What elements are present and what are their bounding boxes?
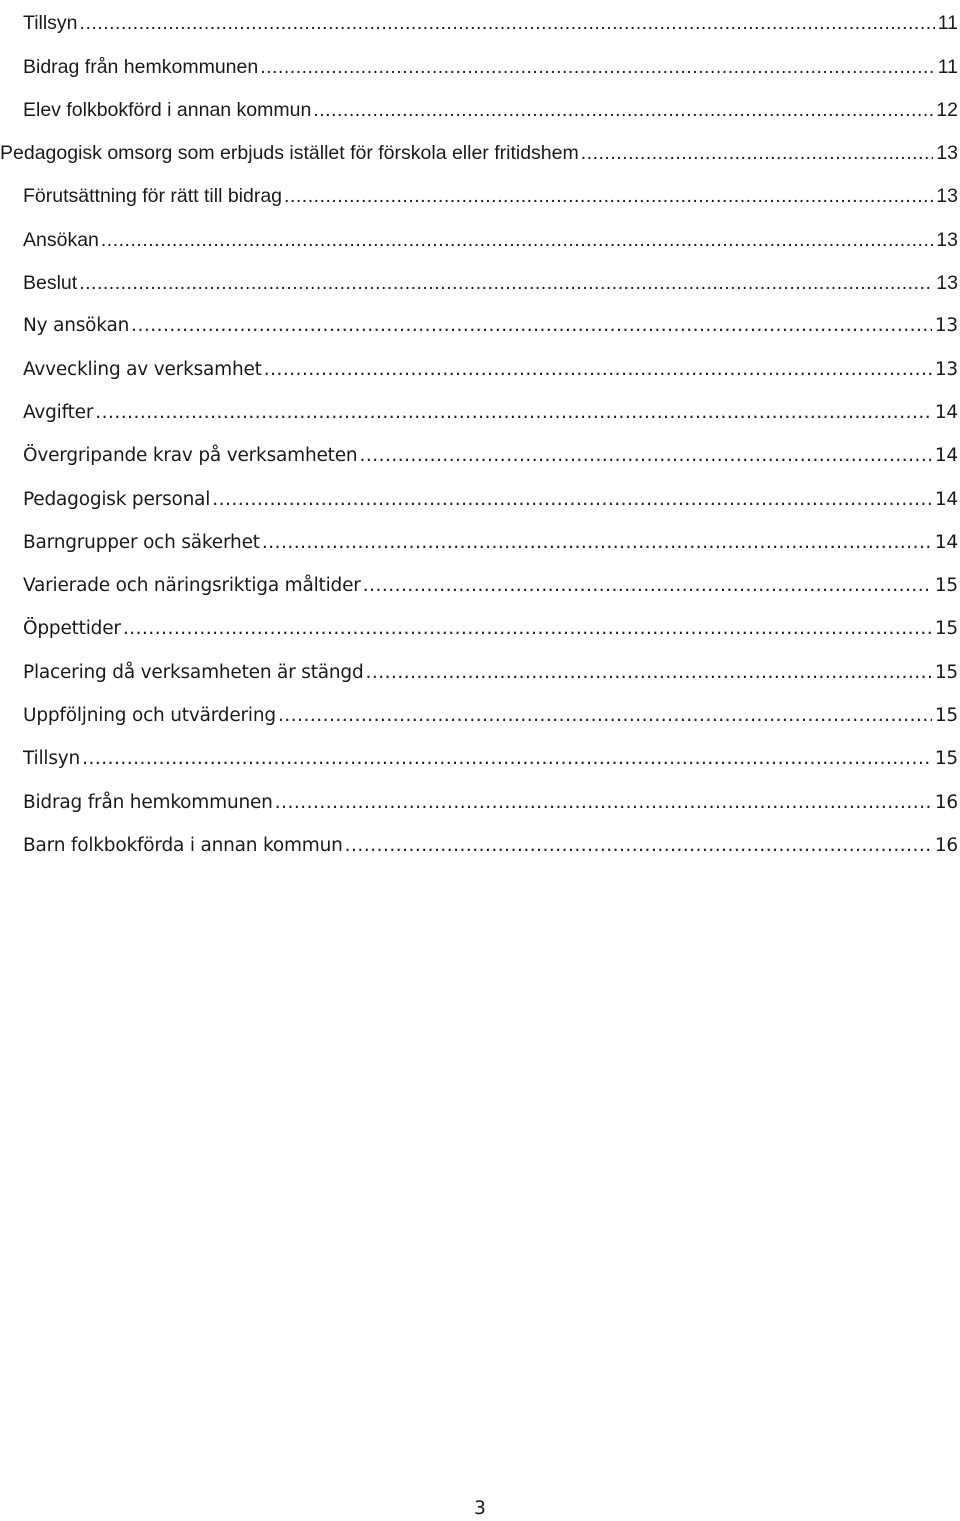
toc-entry-title: Uppföljning och utvärdering <box>23 705 276 727</box>
toc-entry-page-number: 15 <box>934 575 958 597</box>
toc-entry-title: Förutsättning för rätt till bidrag <box>23 185 283 208</box>
toc-dot-leader <box>264 358 932 382</box>
toc-entry-title: Elev folkbokförd i annan kommun <box>23 98 312 121</box>
toc-entry-title: Varierade och näringsriktiga måltider <box>23 575 361 597</box>
toc-entry[interactable] <box>0 606 960 649</box>
toc-dot-leader <box>581 141 934 165</box>
toc-entry-page-number: 13 <box>934 358 958 380</box>
toc-entry[interactable] <box>0 563 960 606</box>
toc-dot-leader <box>101 228 933 252</box>
toc-entry-title: Barngrupper och säkerhet <box>23 531 260 553</box>
toc-entry-title: Avveckling av verksamhet <box>23 358 262 380</box>
toc-entry[interactable] <box>0 303 960 346</box>
toc-entry[interactable] <box>0 390 960 433</box>
toc-entry-title: Bidrag från hemkommunen <box>23 55 259 78</box>
toc-entry-title: Avgifter <box>23 401 94 423</box>
toc-entry-title: Placering då verksamheten är stängd <box>23 661 364 683</box>
toc-entry-page-number: 13 <box>936 185 958 208</box>
toc-entry[interactable] <box>0 87 960 130</box>
toc-entry-title: Ansökan <box>23 228 99 251</box>
toc-entry-title: Pedagogisk omsorg som erbjuds istället för förskola eller fritidshem <box>0 142 579 165</box>
toc-entry-page-number: 16 <box>934 834 958 856</box>
toc-dot-leader <box>359 444 931 468</box>
toc-entry[interactable] <box>0 823 960 866</box>
toc-dot-leader <box>260 55 935 79</box>
toc-entry-page-number: 13 <box>934 315 958 337</box>
toc-dot-leader <box>95 401 932 425</box>
toc-entry-page-number: 11 <box>937 12 958 35</box>
toc-entry[interactable] <box>0 260 960 303</box>
toc-entry[interactable] <box>0 346 960 389</box>
toc-entry-page-number: 14 <box>934 401 958 423</box>
toc-entry-title: Övergripande krav på verksamheten <box>23 445 358 467</box>
toc-dot-leader <box>262 531 932 555</box>
toc-entry[interactable] <box>0 216 960 259</box>
toc-entry[interactable] <box>0 520 960 563</box>
toc-entry-title: Bidrag från hemkommunen <box>23 791 273 813</box>
toc-entry-title: Ny ansökan <box>23 315 130 337</box>
toc-entry-page-number: 14 <box>934 488 958 510</box>
toc-entry-page-number: 15 <box>934 661 958 683</box>
toc-entry[interactable] <box>0 779 960 822</box>
toc-entry[interactable] <box>0 0 960 43</box>
toc-entry[interactable] <box>0 130 960 173</box>
toc-entry[interactable] <box>0 476 960 519</box>
toc-dot-leader <box>278 704 932 728</box>
toc-dot-leader <box>284 184 933 208</box>
toc-entry-page-number: 14 <box>934 531 958 553</box>
toc-dot-leader <box>123 617 932 641</box>
toc-dot-leader <box>313 98 933 122</box>
toc-dot-leader <box>131 314 932 338</box>
toc-dot-leader <box>80 11 935 35</box>
toc-entry-page-number: 12 <box>936 98 958 121</box>
toc-entry-title: Barn folkbokförda i annan kommun <box>23 834 343 856</box>
toc-entry-page-number: 13 <box>936 272 958 295</box>
toc-entry-title: Tillsyn <box>23 748 81 770</box>
toc-dot-leader <box>345 834 932 858</box>
toc-dot-leader <box>212 488 932 512</box>
toc-entry[interactable] <box>0 649 960 692</box>
toc-entry[interactable] <box>0 693 960 736</box>
toc-dot-leader <box>275 791 932 815</box>
toc-entry[interactable] <box>0 736 960 779</box>
toc-dot-leader <box>82 747 932 771</box>
toc-dot-leader <box>366 661 932 685</box>
toc-entry[interactable] <box>0 433 960 476</box>
toc-entry-page-number: 13 <box>936 228 958 251</box>
page-number: 3 <box>474 1498 486 1519</box>
toc-entry-title: Pedagogisk personal <box>23 488 211 510</box>
toc-entry-page-number: 13 <box>936 142 958 165</box>
toc-entry[interactable] <box>0 43 960 86</box>
toc-entry-page-number: 15 <box>934 705 958 727</box>
toc-entry-title: Tillsyn <box>23 12 78 35</box>
toc-entry-page-number: 16 <box>934 791 958 813</box>
toc-dot-leader <box>79 271 933 295</box>
toc-entry-page-number: 14 <box>934 445 958 467</box>
toc-entry[interactable] <box>0 173 960 216</box>
toc-entry-page-number: 15 <box>934 618 958 640</box>
toc-entry-title: Beslut <box>23 272 78 295</box>
toc-entry-page-number: 11 <box>937 55 958 78</box>
toc-dot-leader <box>363 574 932 598</box>
toc-entry-page-number: 15 <box>934 748 958 770</box>
toc-entry-title: Öppettider <box>23 618 121 640</box>
